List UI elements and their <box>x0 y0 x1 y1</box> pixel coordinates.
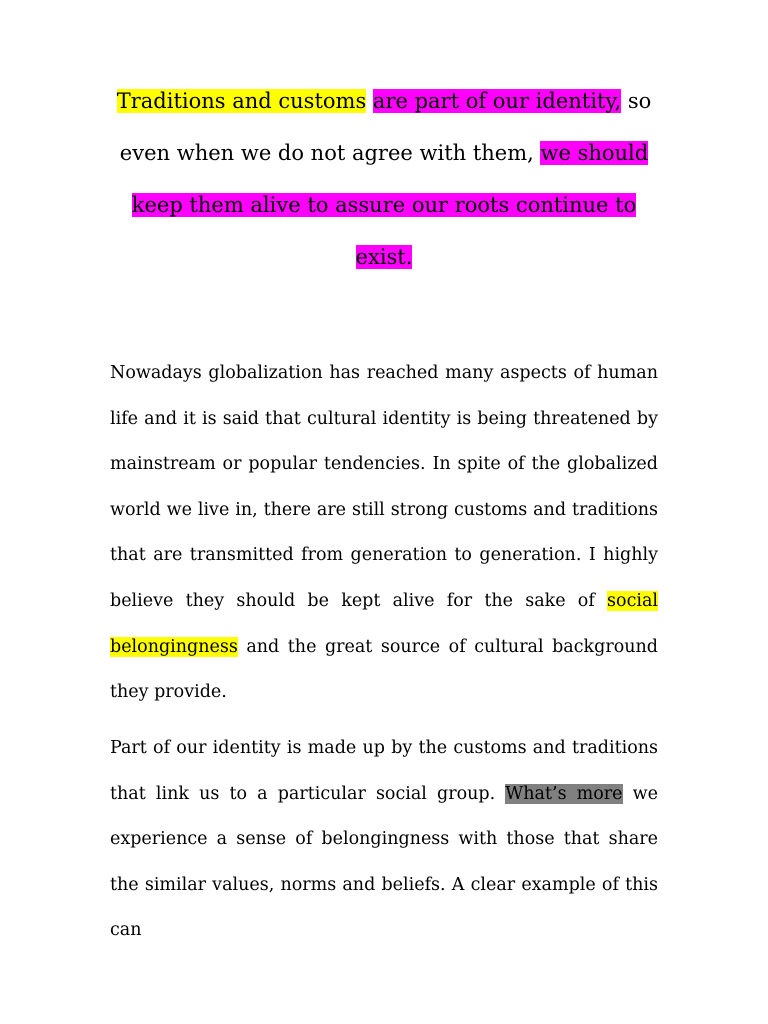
paragraph-1 <box>110 351 658 716</box>
paragraph-2-text-b: we experience a sense of belongingness with those that share the similar values, norms and beliefs. A clear example of this can <box>110 783 658 941</box>
title-highlight-yellow: Traditions and customs <box>116 89 367 113</box>
title-highlight-magenta-1: are part of our identity, <box>372 89 622 113</box>
paragraph-2 <box>110 726 658 954</box>
title-space <box>366 89 373 113</box>
paragraph-1-text-a: Nowadays globalization has reached many aspects of human life and it is said that cultural identity is being threatened by mainstream or popular tendencies. In spite of the globalized world we live in, there are still strong customs and traditions that are transmitted from generation to generation. I highly believe they should be kept alive for the sake of <box>110 363 658 611</box>
paragraph-2-highlight: What’s more <box>505 783 623 804</box>
essay-title <box>110 75 658 283</box>
title-highlight-magenta-2: we should keep them alive to assure our roots continue to exist. <box>131 141 649 269</box>
paragraph-1-highlight: social belongingness <box>110 590 658 657</box>
title-plain-text: so even when we do not agree with them, <box>119 89 652 165</box>
paragraph-1-text-b: and the great source of cultural background they provide. <box>110 636 658 703</box>
paragraph-2-text-a: Part of our identity is made up by the customs and traditions that link us to a particular social group. <box>110 738 658 804</box>
